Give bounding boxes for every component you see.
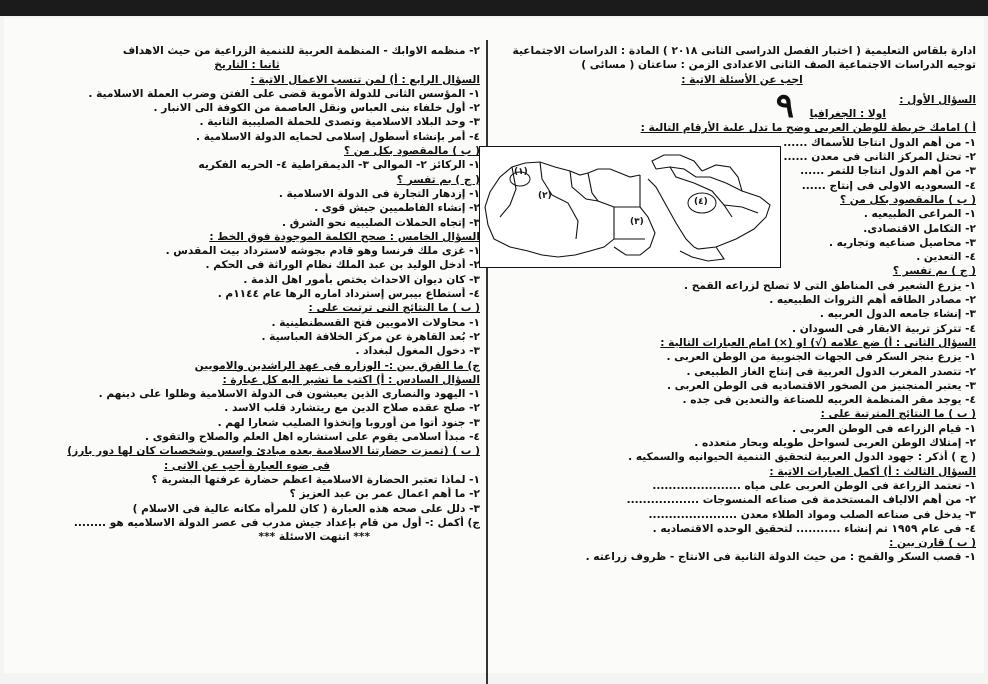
- q2-item: ٢- تتصدر المغرب الدول العربية فى إنتاج الغاز الطبيعى .: [686, 365, 976, 378]
- column-divider: [486, 40, 488, 684]
- q4b-items: ١- الركائز ٢- الموالى ٣- الديمقراطية ٤- الحريه الفكريه: [198, 159, 480, 172]
- history-title: ثانيا : التاريخ: [214, 59, 280, 72]
- q2b-item: ١- قيام الزراعه فى الوطن العربى .: [792, 422, 976, 435]
- q1b-item: ٤- التعدين .: [916, 251, 976, 264]
- q4-title: السؤال الرابع : أ) لمن تنسب الاعمال الاتية :: [250, 73, 480, 86]
- q1b-item: ١- المراعى الطبيعيه .: [863, 208, 976, 221]
- q5-item: ٢- أدخل الوليد بن عبد الملك نظام الوراثة فى الحكم .: [205, 259, 480, 272]
- q2-item: ١- يزرع بنجر السكر فى الجهات الجنوبية من الوطن العربى .: [666, 351, 976, 364]
- q6-item: ٢- صلح عقده صلاح الدين مع ريتشارد قلب الاسد .: [224, 402, 480, 415]
- q1c: ( ج ) بم تفسر ؟: [892, 265, 976, 278]
- q5c: ج) ما الفرق بين :- الوزاره فى عهد الراشدين والامويين: [194, 359, 480, 372]
- q5-item: ٣- كان ديوان الاحداث يختص بأمور اهل الذمة .: [243, 273, 480, 286]
- q2-title: السؤال الثانى : أ) ضع علامه (√) او (×) امام العبارات التالية :: [660, 336, 976, 349]
- q1b: ( ب ) مالمقصود بكل من ؟: [839, 193, 976, 206]
- q6-item: ١- اليهود والنصارى الذين يعيشون فى الدولة الاسلامية وظلوا على دينهم .: [98, 388, 480, 401]
- q6-item: ٣- جنود أتوا من أوروبا وإتخذوا الصليب شعارا لهم .: [217, 416, 480, 429]
- q2b: ( ب ) ما النتائج المترتبة على :: [820, 408, 976, 421]
- q1a-item: ١- من أهم الدول انتاجا للأسماك ......: [783, 136, 976, 149]
- q3-title: السؤال الثالث : أ) أكمل العبارات الاتية :: [769, 465, 976, 478]
- q5b-item: ٣- دخول المغول لبغداد .: [355, 345, 480, 358]
- q1-title: السؤال الأول :: [899, 93, 976, 106]
- map-outline-svg: [480, 147, 780, 267]
- q3-item: ٢- من أهم الالياف المستخدمة فى صناعه المنسوجات ..................: [626, 494, 976, 507]
- q5-title: السؤال الخامس : صحح الكلمة الموجودة فوق الخط :: [209, 230, 480, 243]
- top-dark-bar: [0, 0, 988, 16]
- q6b-sub: فى ضوء العبارة أجب عن الاتى :: [163, 459, 331, 472]
- q5b-item: ١- محاولات الامويين فتح القسطنطينية .: [271, 316, 480, 329]
- q2b-item: ٢- إمتلاك الوطن العربى لسواحل طويله وبحار متعدده .: [694, 437, 976, 450]
- header-line-1: ادارة بلقاس التعليمية ( اختبار الفصل الدراسى الثانى ٢٠١٨ ) المادة : الدراسات الاجتماعية: [512, 45, 976, 57]
- exam-sheet: [4, 18, 984, 673]
- q4c-item: ٣- إتجاه الحملات الصليبيه نحو الشرق .: [281, 216, 480, 229]
- instruction: اجب عن الأسئلة الاتية :: [681, 73, 803, 86]
- q2c: ( ج ) أذكر : جهود الدول العربية لتحقيق التنمية الحيوانيه والسمكيه .: [628, 451, 976, 464]
- q5b: ( ب ) ما النتائج التى ترتبت على :: [308, 302, 480, 315]
- map-label-4: (٤): [694, 197, 708, 207]
- q1c-item: ٣- إنشاء جامعه الدول العربيه .: [819, 308, 976, 321]
- q6b: ( ب ) (تميزت حضارتنا الاسلامية بعده مبادئ واسس وشخصيات كان لها دور بارز): [67, 445, 480, 458]
- q1b-item: ٣- محاصيل صناعيه وتجاريه .: [828, 236, 976, 249]
- map-label-2: (٢): [538, 191, 552, 201]
- q6b-item: ٢- ما أهم اعمال عمر بن عبد العزيز ؟: [289, 488, 480, 501]
- header-line-2: توجيه الدراسات الاجتماعية الصف الثانى الاعدادى الزمن : ساعتان ( مسائى ): [581, 59, 976, 72]
- q2-item: ٤- يوجد مقر المنظمة العربيه للصناعة والتعدين فى جده .: [682, 394, 976, 407]
- q1c-item: ٤- تتركز تربية الابقار فى السودان .: [792, 322, 976, 335]
- q4-item: ١- المؤسس الثانى للدولة الأموية قضى على الفتن وضرب العملة الاسلامية .: [88, 87, 480, 100]
- map-label-1: (١): [514, 167, 528, 177]
- q1a-item: ٣- من أهم الدول انتاجا للتمر ......: [800, 165, 976, 178]
- q3-item: ٤- فى عام ١٩٥٩ تم إنشاء ........... لتحقيق الوحده الاقتصاديه .: [652, 522, 976, 535]
- q4c: ( ج ) بم تفسر ؟: [396, 173, 480, 186]
- q3-item: ٣- يدخل فى صناعه الصلب ومواد الطلاء معدن ......................: [648, 508, 976, 521]
- q6b-item: ١- لماذا تعتبر الحضارة الاسلامية اعظم حضارة عرفتها البشرية ؟: [151, 473, 480, 486]
- q1a-item: ٢- تحتل المركز الثانى فى معدن ......: [783, 151, 976, 164]
- q6-item: ٤- مبدأ اسلامى يقوم على استشاره اهل العلم والصلاح والتقوى .: [144, 431, 480, 444]
- q2-item: ٣- يعتبر المنجنيز من الصخور الاقتصاديه فى الوطن العربى .: [666, 379, 976, 392]
- q3-item: ١- تعتمد الزراعة فى الوطن العربى على مياه ......................: [652, 479, 976, 492]
- q4-item: ٣- وحد البلاد الاسلامية وتصدى للحملة الصليبية الثانية .: [199, 116, 480, 129]
- q1a-item: ٤- السعوديه الاولى فى إنتاج ......: [801, 179, 976, 192]
- q6c: ج) أكمل :- أول من قام بإعداد جيش مدرب فى عصر الدولة الاسلاميه هو ........: [73, 516, 480, 529]
- geo-title: اولا : الجغرافيا: [809, 108, 886, 121]
- q1c-item: ٢- مصادر الطاقه أهم الثروات الطبيعيه .: [769, 294, 976, 307]
- q4c-item: ٢- إنشاء الفاطميين جيش قوى .: [314, 202, 480, 215]
- q4-item: ٤- أمر بإنشاء أسطول إسلامى لحمايه الدولة الاسلامية .: [196, 130, 480, 143]
- q1a: أ ) امامك خريطة للوطن العربى وضح ما تدل علية الأرقام التالية :: [640, 122, 976, 135]
- q3b: ( ب ) قارن بين :: [889, 537, 976, 550]
- q4c-item: ١- إزدهار التجارة فى الدولة الاسلامية .: [278, 187, 480, 200]
- map-label-3: (٣): [630, 217, 644, 227]
- q6b-item: ٣- دلل على صحه هذه العبارة ( كان للمرأه مكانه عالية فى الاسلام ): [132, 502, 480, 515]
- objectives-line: ٢- منظمه الاوابك - المنظمة العربية للتنمية الزراعية من حيث الاهداف: [122, 45, 480, 57]
- q4-item: ٢- أول خلفاء بنى العباس ونقل العاصمة من الكوفة الى الانبار .: [153, 102, 480, 115]
- q5-item: ١- غزى ملك فرنسا وهو قادم بجوشه لاسترداد بيت المقدس .: [165, 245, 480, 258]
- right-column: [508, 44, 976, 565]
- q4b: ( ب ) مالمقصود بكل من ؟: [343, 145, 480, 158]
- left-column: [14, 44, 480, 544]
- q5b-item: ٢- بُعد القاهرة عن مركز الخلافة العباسية .: [261, 330, 480, 343]
- grade-mark: ٩: [775, 86, 794, 126]
- q1b-item: ٢- التكامل الاقتصادى.: [863, 222, 976, 235]
- q6-title: السؤال السادس : أ) اكتب ما تشير اليه كل عبارة :: [222, 373, 480, 386]
- exam-ending: *** انتهت الاسئلة ***: [258, 531, 370, 544]
- q3b-item: ١- قصب السكر والقمح : من حيث الدولة الثانية فى الانتاج - ظروف زراعته .: [585, 551, 976, 564]
- arab-world-map: [479, 146, 781, 268]
- q1c-item: ١- يزرع الشعير فى المناطق التى لا تصلح لزراعه القمح .: [684, 279, 976, 292]
- q5-item: ٤- أستطاع بيبرس إسترداد اماره الرها عام ١١٤٤م .: [217, 288, 480, 301]
